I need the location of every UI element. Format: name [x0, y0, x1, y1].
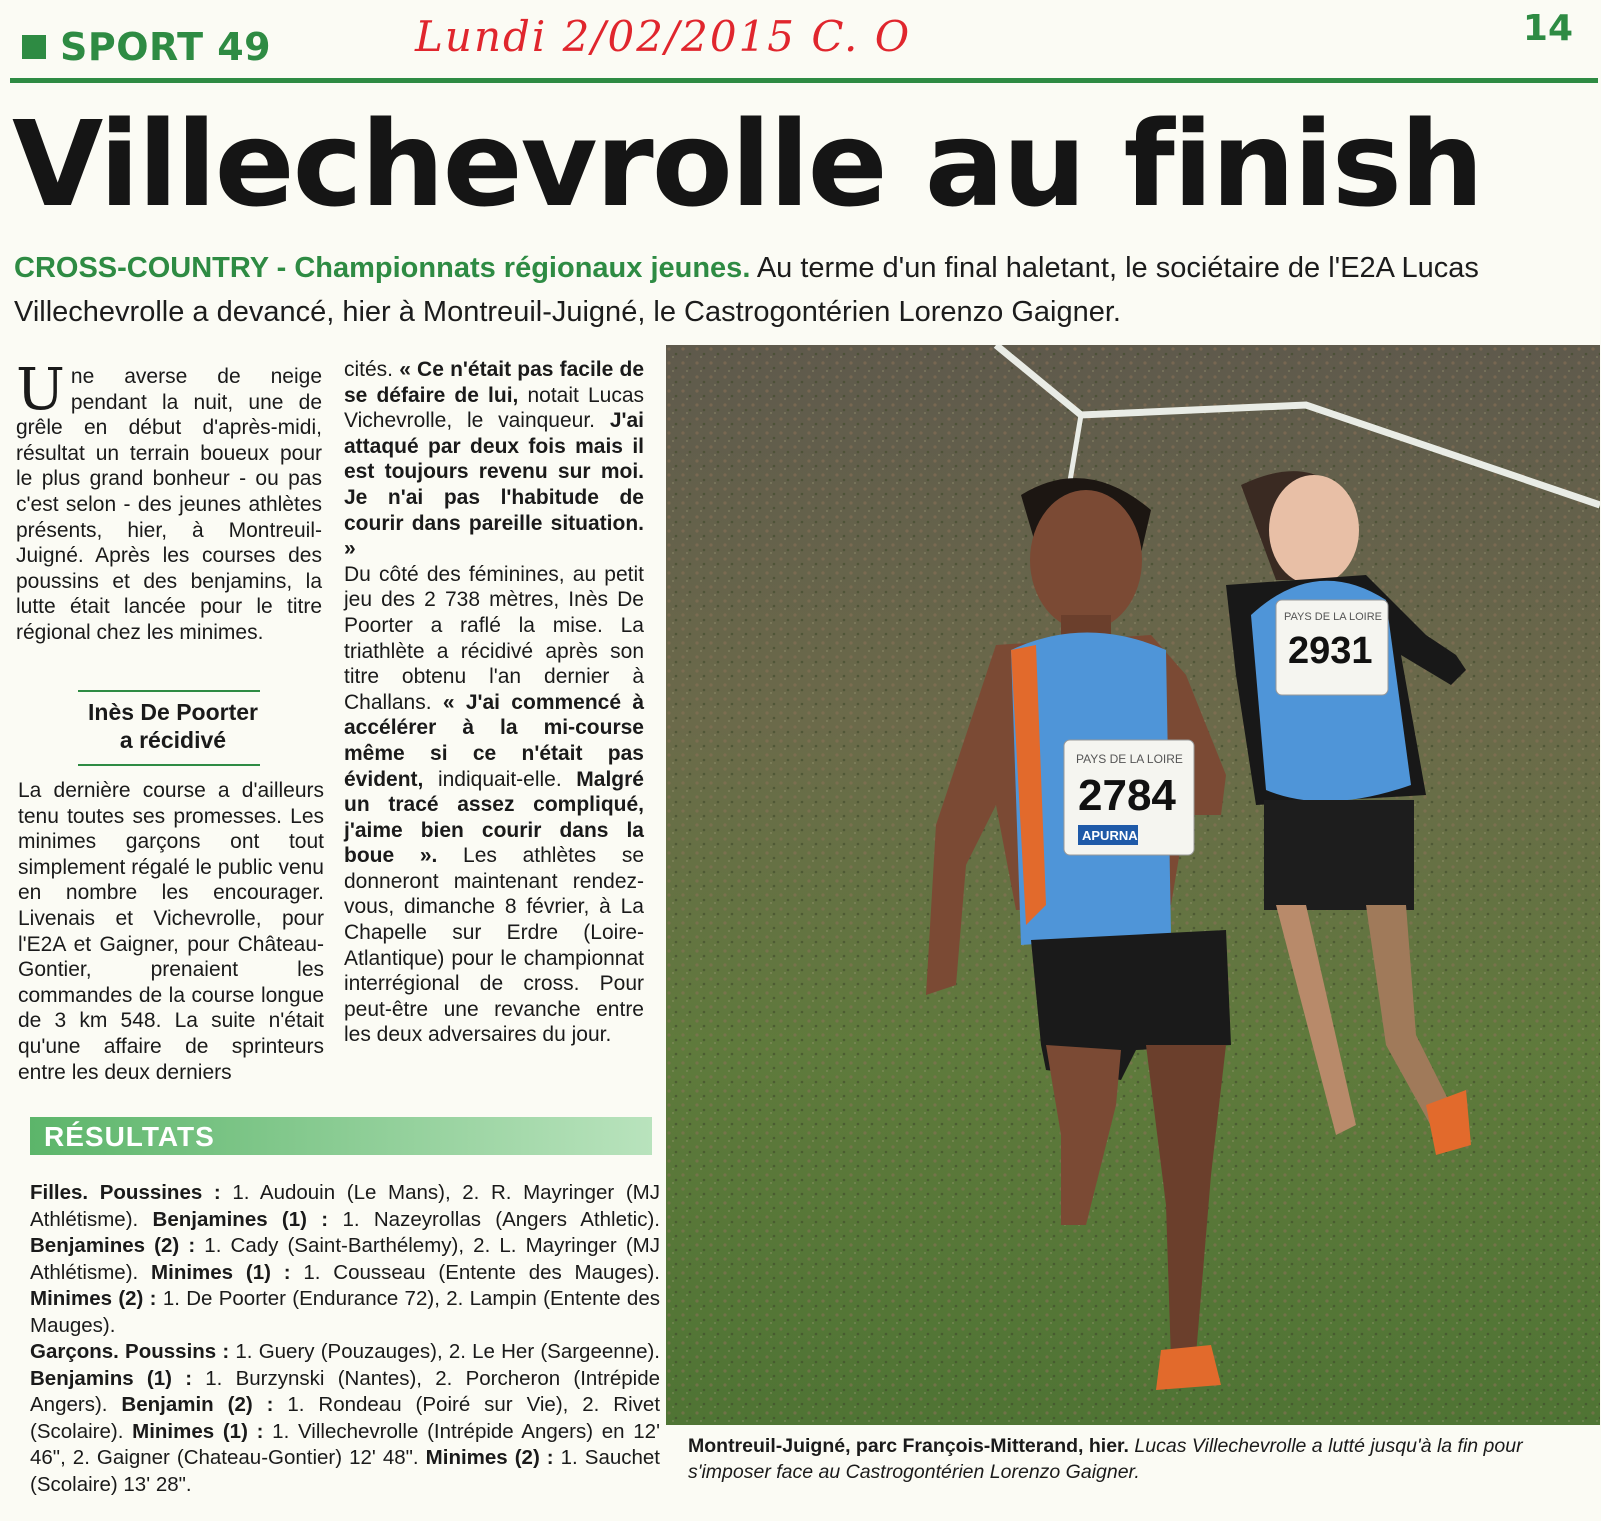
caption-location: Montreuil-Juigné, parc François-Mitterand, hier.: [688, 1435, 1129, 1457]
page-number: 14: [1522, 8, 1573, 49]
results-title: RÉSULTATS: [44, 1121, 215, 1152]
quote-4: Malgré un tracé assez compliqué, j'aime bien courir dans la boue ».: [344, 767, 644, 868]
column-1-intro: [16, 355, 322, 646]
chapeau-text: Au terme d'un final haletant, le sociétaire de l'E2A Lucas Villechevrolle a devancé, hier à Montreuil-Juigné, le Castrogontérien Lorenzo Gaigner.: [14, 252, 1479, 328]
column-2: [344, 357, 644, 1048]
col2-start: cités.: [344, 358, 394, 381]
result-label: Minimes (2) :: [30, 1287, 157, 1310]
drop-cap: U: [16, 355, 65, 423]
sponsor-logo: APURNA: [1082, 828, 1138, 843]
column-1-continued: [18, 778, 324, 1085]
col2-paragraph-2: Du côté des féminines, au petit jeu des 2 738 mètres, Inès De Poorter a raflé la mise. La triathlète a récidivé après son titre obtenu l'an dernier à Challans.: [344, 562, 644, 714]
result-text: 1. Guery (Pouzauges), 2. Le Her (Sargeenne).: [229, 1340, 660, 1363]
result-text: 1. Rondeau (Poiré sur Vie), 2. Rivet (Scolaire).: [30, 1393, 661, 1443]
result-label: Benjamins (1) :: [30, 1366, 193, 1390]
bib-number-2931: 2931: [1288, 630, 1373, 672]
rubric-square-icon: [22, 35, 46, 59]
result-text: 1. Cady (Saint-Barthélemy), 2. L. Mayringer (MJ Athlétisme).: [30, 1234, 660, 1284]
result-label: Benjamines (1) :: [152, 1207, 329, 1231]
subhead-rule-bottom: [78, 764, 260, 766]
result-text: 1. Audouin (Le Mans), 2. R. Mayringer (MJ Athlétisme).: [30, 1181, 660, 1231]
result-label: Filles. Poussines :: [30, 1181, 221, 1204]
result-text: 1. Villechevrolle (Intrépide Angers) en 12' 46", 2. Gaigner (Chateau-Gontier) 12' 48".: [30, 1419, 660, 1469]
subhead-line-1: Inès De Poorter: [88, 699, 258, 725]
quote-1: « Ce n'était pas facile de se défaire de lui,: [344, 358, 644, 407]
race-photo: [666, 345, 1600, 1425]
result-label: Minimes (1) :: [151, 1260, 291, 1284]
subhead: [20, 698, 326, 754]
chapeau: [14, 246, 1554, 334]
section-rubric: [22, 22, 271, 72]
col1-paragraph-2: La dernière course a d'ailleurs tenu toutes ses promesses. Les minimes garçons ont tout simplement régalé le public venu en nombre les encourager. Livenais et Vichevrolle, pour l'E2A et Gaigner, pour Château-Gontier, prenaient les commandes de la course longue de 3 km 548. La suite n'était qu'une affaire de sprinteurs entre les deux derniers: [18, 779, 324, 1084]
col2-mid-1: notait Lucas Vichevrolle, le vainqueur.: [344, 383, 644, 433]
result-text: 1. Cousseau (Entente des Mauges).: [290, 1260, 661, 1284]
subhead-rule-top: [78, 690, 260, 692]
result-text: 1. Sauchet (Scolaire) 13' 28".: [30, 1446, 660, 1496]
result-label: Benjamines (2) :: [30, 1234, 196, 1257]
result-label: Minimes (2) :: [425, 1446, 554, 1469]
kicker: CROSS-COUNTRY - Championnats régionaux jeunes.: [14, 252, 751, 284]
bib-banner-text: PAYS DE LA LOIRE: [1284, 611, 1383, 623]
handwritten-date-note: Lundi 2/02/2015 C. O: [415, 12, 912, 61]
result-text: 1. Nazeyrollas (Angers Athletic).: [328, 1207, 660, 1231]
subhead-line-2: a récidivé: [119, 727, 227, 753]
col1-paragraph-1: ne averse de neige pendant la nuit, une de grêle en début d'après-midi, résultat un terrain boueux pour le plus grand bonheur - ou pas c'est selon - des jeunes athlètes présents, hier, à Montreuil-Juigné. Après les courses des poussins et des benjamins, la lutte était lancée pour le titre régional chez les minimes.: [16, 365, 322, 644]
result-text: 1. De Poorter (Endurance 72), 2. Lampin (Entente des Mauges).: [30, 1287, 660, 1337]
col2-end: Les athlètes se donneront maintenant rendez-vous, dimanche 8 février, à La Chapelle sur Erdre (Loire-Atlantique) pour le championnat interrégional de cross. Pour peut-être une revanche entre les deux adversaires du jour.: [344, 844, 644, 1047]
headline: Villechevrolle au finish: [12, 95, 1482, 233]
bib-number-2784: 2784: [1078, 771, 1176, 820]
result-text: 1. Burzynski (Nantes), 2. Porcheron (Intrépide Angers).: [30, 1366, 660, 1416]
header-rule: [10, 78, 1598, 83]
caption-text: Lucas Villechevrolle a lutté jusqu'à la fin pour s'imposer face au Castrogontérien Lorenzo Gaigner.: [688, 1435, 1523, 1483]
photo-caption: [688, 1433, 1593, 1485]
rubric-label: SPORT 49: [60, 25, 272, 69]
quote-3: « J'ai commencé à accélérer à la mi-course même si ce n'était pas évident,: [344, 690, 644, 791]
result-label: Garçons. Poussins :: [30, 1340, 230, 1363]
result-label: Benjamin (2) :: [121, 1393, 274, 1416]
col2-mid-2: indiquait-elle.: [437, 767, 562, 791]
quote-2: J'ai attaqué par deux fois mais il est toujours revenu sur moi. Je n'ai pas l'habitude de courir dans pareille situation. »: [344, 409, 644, 561]
results-list: [30, 1180, 660, 1498]
bib-banner-text: PAYS DE LA LOIRE: [1076, 752, 1183, 766]
result-label: Minimes (1) :: [132, 1419, 264, 1443]
